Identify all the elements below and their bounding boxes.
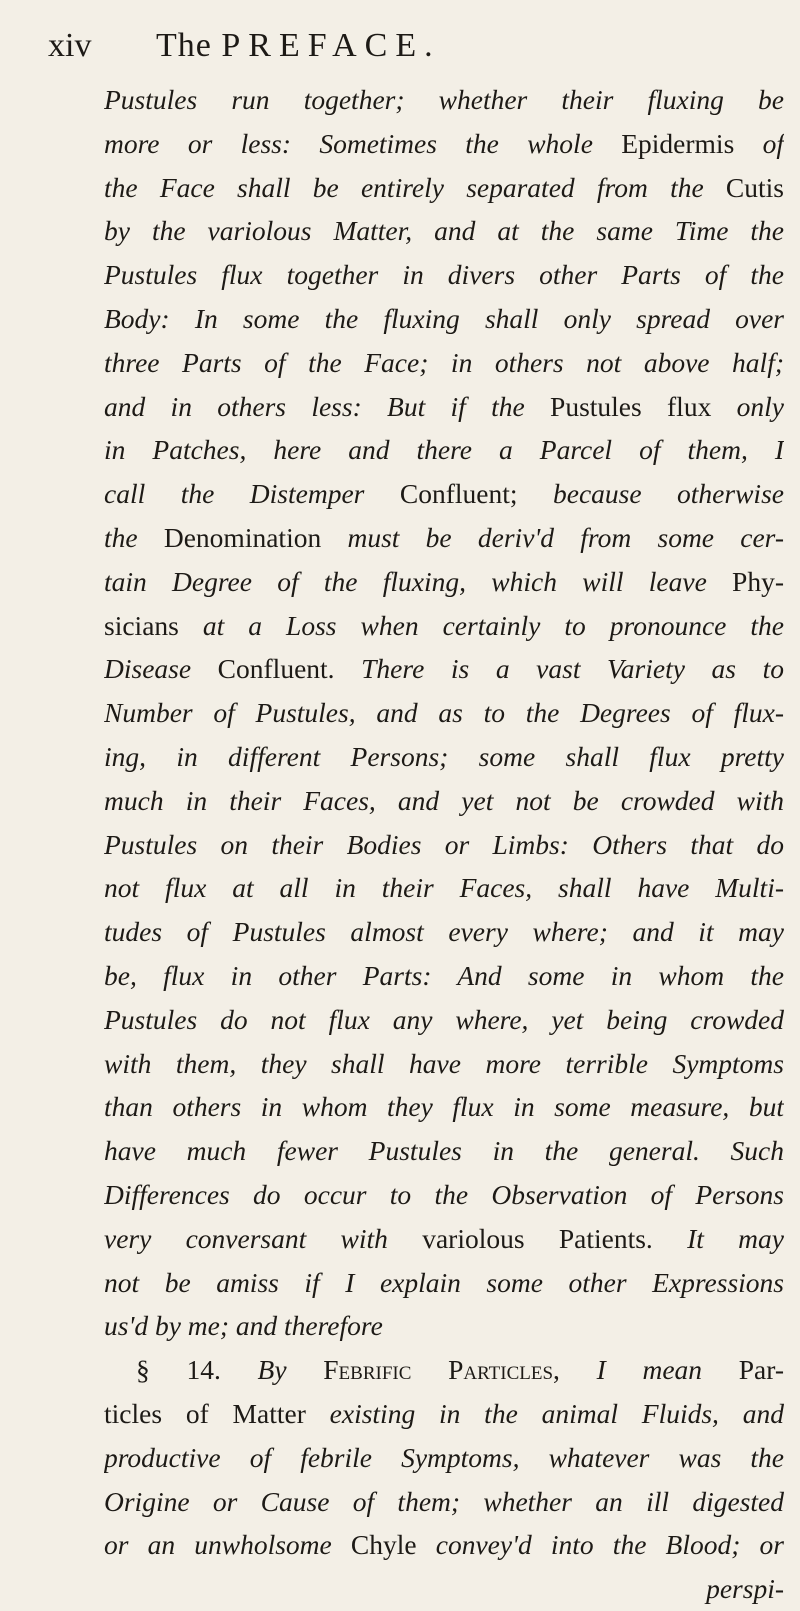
text-line-11: the Denomination must be deriv'd from some cer- [104,521,784,553]
text-line-17: much in their Faces, and yet not be crowded with [104,784,784,816]
text-line-22: Pustules do not flux any where, yet being crowded [104,1003,784,1035]
text-line-13: sicians at a Loss when certainly to pronounce the [104,609,784,641]
text-line-31: ticles of Matter existing in the animal Fluids, and [104,1397,784,1429]
text-line-34: or an unwholsome Chyle convey'd into the Blood; or [104,1529,784,1561]
text-line-23: with them, they shall have more terrible Symptoms [104,1047,784,1079]
text-line-9: in Patches, here and there a Parcel of them, I [104,434,784,466]
text-line-19: not flux at all in their Faces, shall have Multi- [104,872,784,904]
text-line-20: tudes of Pustules almost every where; and it may [104,916,784,948]
running-head [156,26,441,66]
text-line-10: call the Distemper Confluent; because otherwise [104,478,784,510]
text-line-15: Number of Pustules, and as to the Degrees of flux- [104,697,784,729]
text-line-28: not be amiss if I explain some other Expressions [104,1266,784,1298]
catchword: perspi- [706,1573,784,1605]
running-head-prefix: The [156,27,222,64]
text-line-16: ing, in different Persons; some shall flux pretty [104,740,784,772]
running-head-caps: PREFACE. [221,27,441,64]
text-line-26: Differences do occur to the Observation of Persons [104,1178,784,1210]
page-number: xiv [48,27,92,64]
text-line-32: productive of febrile Symptoms, whatever was the [104,1441,784,1473]
text-line-2: more or less: Sometimes the whole Epidermis of [104,127,784,159]
text-line-14: Disease Confluent. There is a vast Variety as to [104,653,784,685]
text-line-29: us'd by me; and therefore [104,1310,383,1342]
text-line-8: and in others less: But if the Pustules flux only [104,390,784,422]
text-line-18: Pustules on their Bodies or Limbs: Others that do [104,828,784,860]
text-line-6: Body: In some the fluxing shall only spread over [104,302,784,334]
text-line-30: § 14. By Febrific Particles, I mean Par- [136,1354,784,1386]
page-header [48,26,748,66]
text-line-33: Origine or Cause of them; whether an ill digested [104,1485,784,1517]
text-line-21: be, flux in other Parts: And some in whom the [104,959,784,991]
text-line-27: very conversant with variolous Patients. It may [104,1222,784,1254]
text-line-3: the Face shall be entirely separated from the Cutis [104,171,784,203]
text-line-1: Pustules run together; whether their fluxing be [104,84,784,115]
text-line-12: tain Degree of the fluxing, which will leave Phy- [104,565,784,597]
body-text [104,78,784,1611]
text-line-4: by the variolous Matter, and at the same Time the [104,215,784,247]
text-line-24: than others in whom they flux in some measure, but [104,1091,784,1123]
text-line-5: Pustules flux together in divers other Parts of the [104,259,784,291]
text-line-7: three Parts of the Face; in others not above half; [104,346,784,378]
text-line-25: have much fewer Pustules in the general. Such [104,1135,784,1167]
